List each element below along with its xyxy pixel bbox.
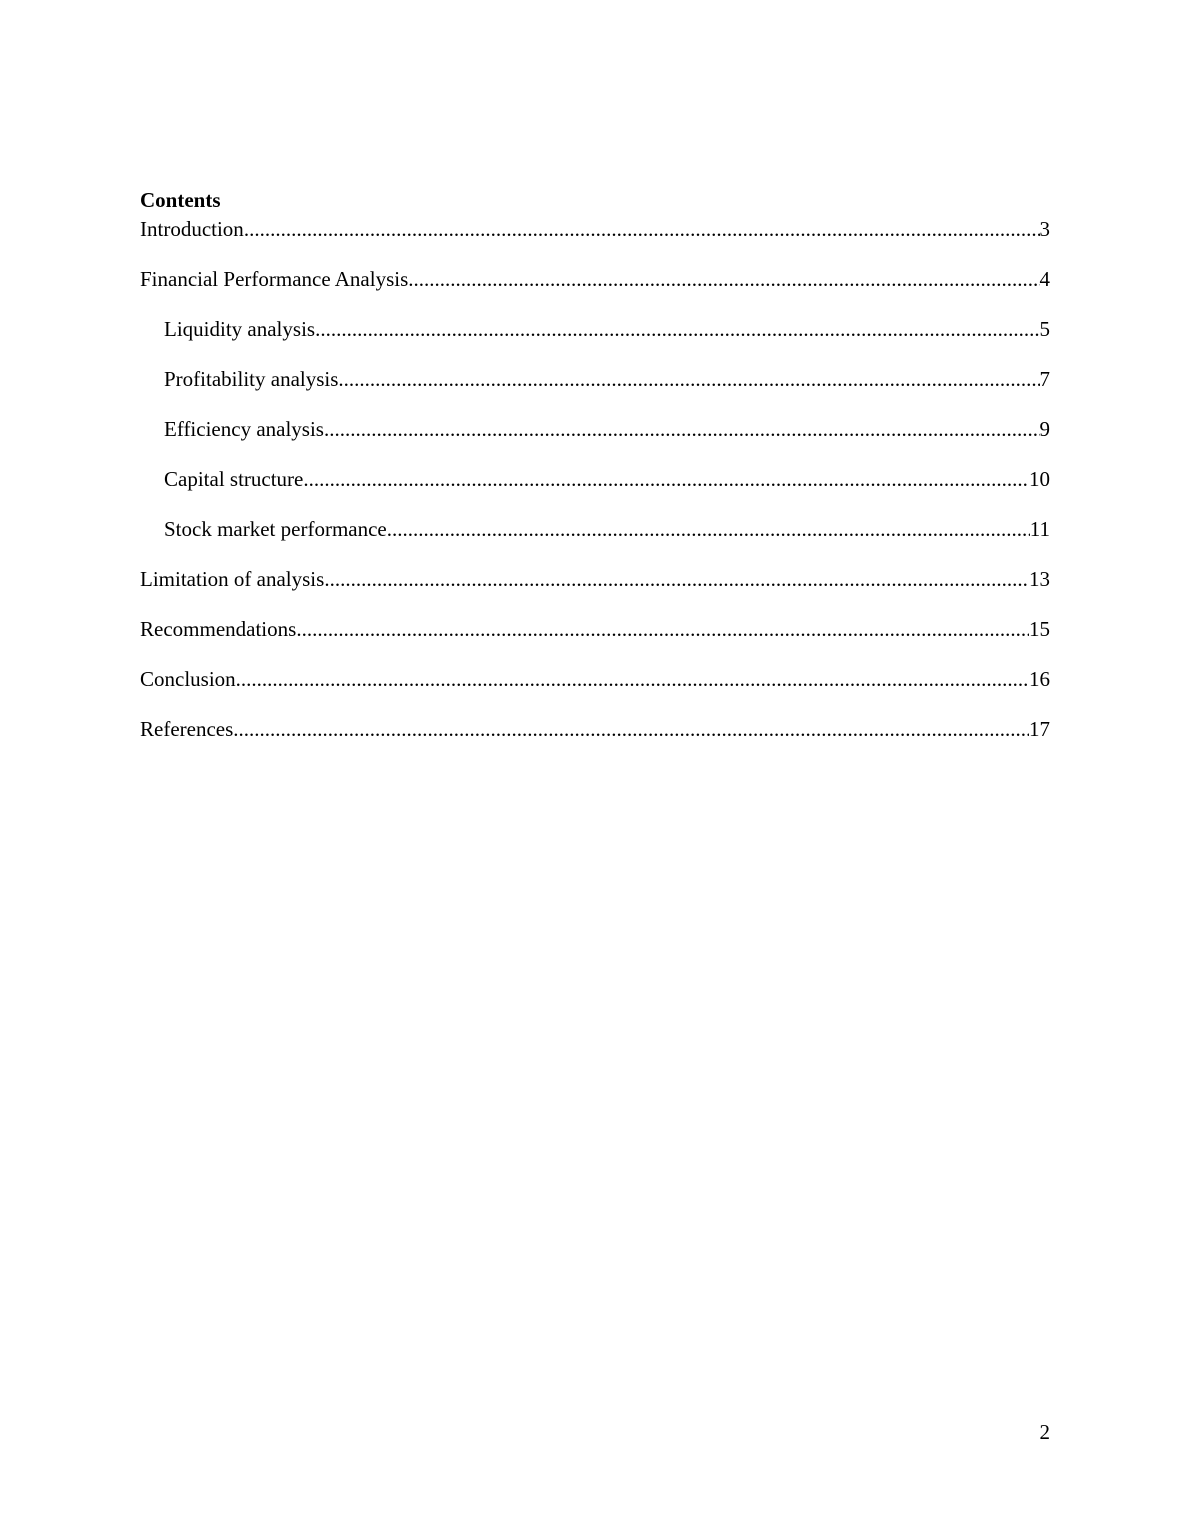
toc-entry[interactable] [140, 214, 1050, 244]
toc-entry[interactable] [140, 564, 1050, 594]
toc-entry[interactable] [140, 664, 1050, 694]
toc-entry-page-number: 3 [1039, 217, 1050, 241]
toc-entry[interactable] [140, 264, 1050, 294]
toc-entry-page-number: 17 [1029, 717, 1050, 741]
toc-entry-label: Financial Performance Analysis [140, 267, 409, 291]
toc-entry[interactable] [140, 464, 1050, 494]
toc-entry[interactable] [140, 414, 1050, 444]
toc-entry-label: Liquidity analysis [164, 317, 316, 341]
toc-dot-leader [315, 314, 1039, 344]
toc-entry-page-number: 5 [1039, 317, 1050, 341]
toc-entry-page-number: 15 [1029, 617, 1050, 641]
toc-entry-label: Conclusion [140, 667, 236, 691]
toc-entry-label: Introduction [140, 217, 244, 241]
toc-dot-leader [296, 614, 1029, 644]
toc-dot-leader [236, 664, 1029, 694]
toc-entry[interactable] [140, 514, 1050, 544]
toc-entry-label: Recommendations [140, 617, 297, 641]
toc-dot-leader [387, 514, 1030, 544]
toc-entry[interactable] [140, 614, 1050, 644]
toc-entry-page-number: 7 [1039, 367, 1050, 391]
toc-entry-page-number: 10 [1029, 467, 1050, 491]
toc-entry-label: Efficiency analysis [164, 417, 324, 441]
toc-dot-leader [303, 464, 1029, 494]
toc-dot-leader [324, 414, 1040, 444]
toc-entry[interactable] [140, 364, 1050, 394]
toc-heading: Contents [140, 188, 221, 212]
toc-dot-leader [244, 214, 1040, 244]
toc-dot-leader [408, 264, 1039, 294]
toc-entry-page-number: 11 [1029, 517, 1050, 541]
toc-entry[interactable] [140, 314, 1050, 344]
page-number: 2 [1039, 1420, 1050, 1444]
toc-entry-label: Profitability analysis [164, 367, 339, 391]
toc-entry-label: Capital structure [164, 467, 304, 491]
toc-entry[interactable] [140, 714, 1050, 744]
toc-entry-page-number: 16 [1029, 667, 1050, 691]
toc-dot-leader [233, 714, 1029, 744]
toc-dot-leader [338, 364, 1039, 394]
toc-dot-leader [324, 564, 1029, 594]
toc-entry-page-number: 13 [1029, 567, 1050, 591]
toc-list [140, 214, 1050, 744]
toc-entry-page-number: 4 [1039, 267, 1050, 291]
table-of-contents [140, 186, 1050, 764]
toc-entry-label: References [140, 717, 234, 741]
toc-entry-label: Stock market performance [164, 517, 387, 541]
toc-entry-label: Limitation of analysis [140, 567, 325, 591]
toc-entry-page-number: 9 [1039, 417, 1050, 441]
